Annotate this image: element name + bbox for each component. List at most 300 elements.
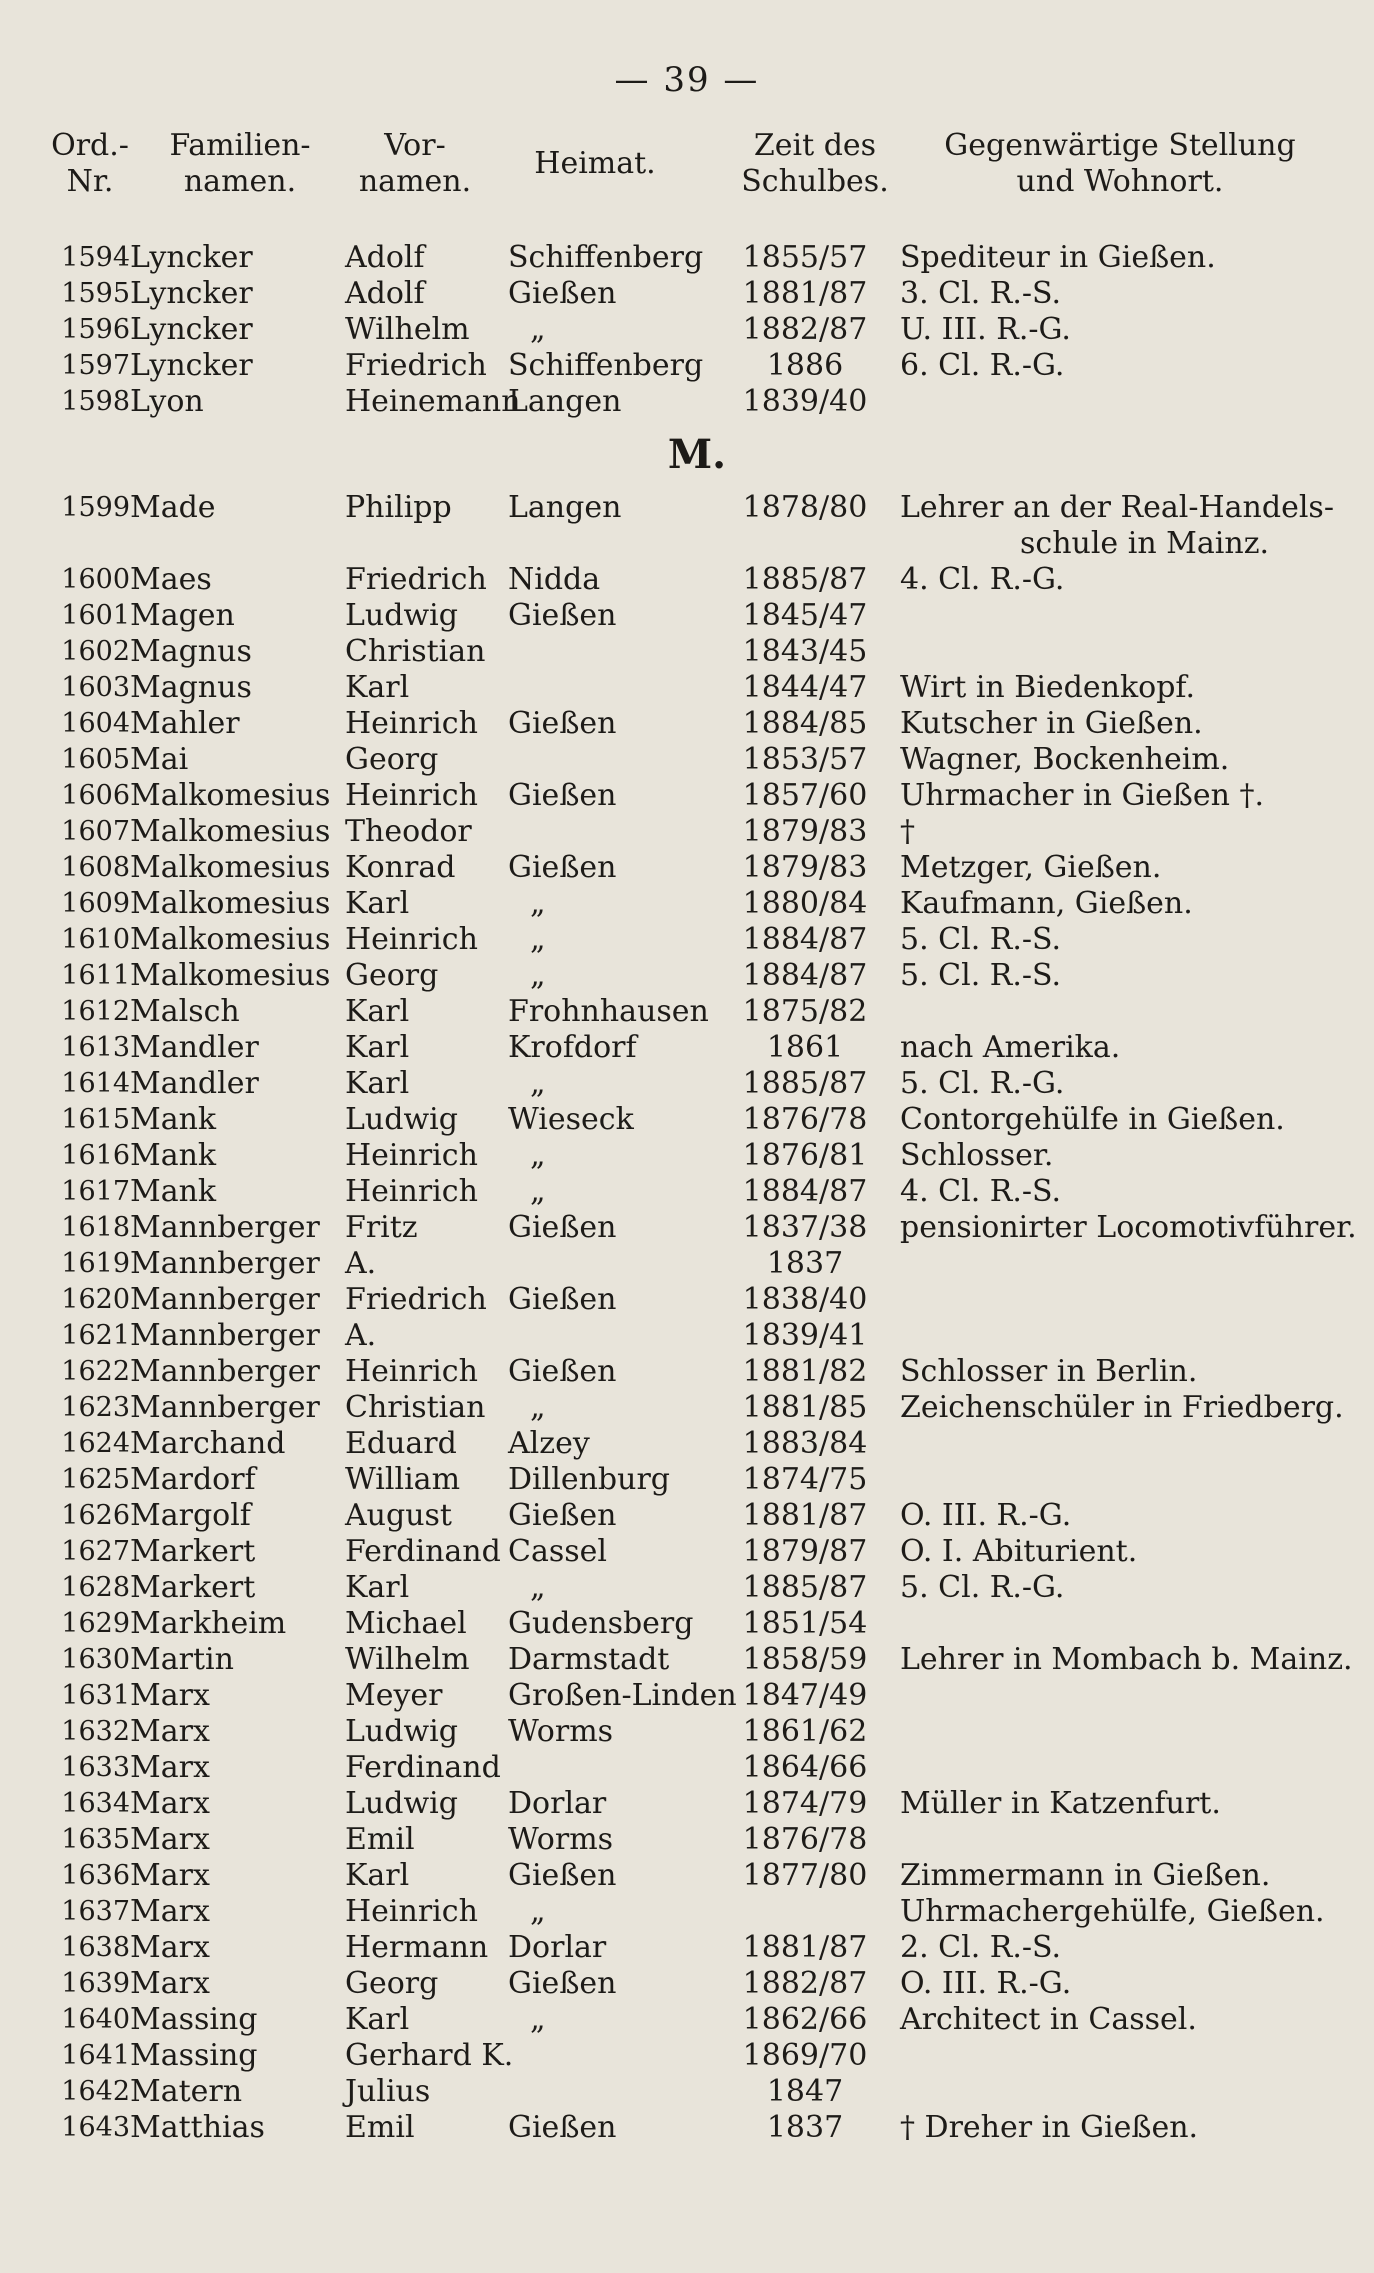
table-row: [0, 1318, 1374, 1354]
school-years: 1861: [766, 1030, 844, 1065]
current-position: Kaufmann, Gießen.: [900, 886, 1193, 921]
entry-number: 1596: [61, 314, 130, 345]
family-name: Margolf: [130, 1498, 251, 1533]
header-zeit-line1: Zeit des: [753, 128, 877, 163]
current-position: O. I. Abiturient.: [900, 1534, 1138, 1569]
home-town: Gießen: [508, 2110, 617, 2145]
family-name: Mai: [130, 742, 189, 777]
section-letter-m: M.: [667, 431, 727, 478]
first-name: Heinrich: [345, 922, 478, 957]
table-row: [0, 2110, 1374, 2146]
home-town: Krofdorf: [508, 1030, 637, 1065]
current-position: Kutscher in Gießen.: [900, 706, 1203, 741]
first-name: Wilhelm: [345, 1642, 470, 1677]
home-town: Worms: [508, 1822, 614, 1857]
table-row: [0, 742, 1374, 778]
family-name: Malsch: [130, 994, 240, 1029]
family-name: Mannberger: [130, 1318, 320, 1353]
current-position: 2. Cl. R.-S.: [900, 1930, 1062, 1965]
home-town: Nidda: [508, 562, 601, 597]
family-name: Mannberger: [130, 1210, 320, 1245]
first-name: Karl: [345, 1570, 410, 1605]
table-row: [0, 1246, 1374, 1282]
family-name: Markert: [130, 1570, 256, 1605]
home-town: Gießen: [508, 1354, 617, 1389]
home-town: Darmstadt: [508, 1642, 670, 1677]
header-vor-line2: namen.: [358, 164, 472, 199]
current-position: 5. Cl. R.-G.: [900, 1066, 1065, 1101]
table-row: [0, 2002, 1374, 2038]
entry-number: 1624: [61, 1428, 130, 1459]
entry-number: 1626: [61, 1500, 130, 1531]
first-name: Karl: [345, 1858, 410, 1893]
family-name: Lyncker: [130, 312, 253, 347]
entry-number: 1601: [61, 600, 130, 631]
family-name: Mannberger: [130, 1282, 320, 1317]
entry-number: 1628: [61, 1572, 130, 1603]
table-row: [0, 1102, 1374, 1138]
table-row: [0, 1030, 1374, 1066]
home-town: Dorlar: [508, 1930, 607, 1965]
position-line2: schule in Mainz.: [1020, 526, 1270, 561]
header-nr-line2: Nr.: [66, 164, 114, 199]
school-years: 1879/83: [742, 850, 868, 885]
entry-number: 1604: [61, 708, 130, 739]
current-position: Metzger, Gießen.: [900, 850, 1162, 885]
school-years: 1864/66: [742, 1750, 868, 1785]
school-years: 1884/85: [742, 706, 868, 741]
school-years: 1885/87: [742, 1066, 868, 1101]
home-town: Gießen: [508, 1858, 617, 1893]
school-years: 1886: [766, 348, 844, 383]
entry-number: 1594: [61, 242, 130, 273]
family-name: Mank: [130, 1138, 217, 1173]
school-years: 1857/60: [742, 778, 868, 813]
entry-number: 1643: [61, 2112, 130, 2143]
school-years: 1885/87: [742, 1570, 868, 1605]
home-town: Langen: [508, 384, 622, 419]
home-town: Dillenburg: [508, 1462, 670, 1497]
family-name: Malkomesius: [130, 814, 331, 849]
entry-number: 1621: [61, 1320, 130, 1351]
school-years: 1875/82: [742, 994, 868, 1029]
table-row: [0, 1822, 1374, 1858]
current-position: pensionirter Locomotivführer.: [900, 1210, 1357, 1245]
family-name: Lyncker: [130, 240, 253, 275]
family-name: Lyncker: [130, 348, 253, 383]
entry-number: 1603: [61, 672, 130, 703]
home-town: Frohnhausen: [508, 994, 709, 1029]
first-name: A.: [345, 1246, 377, 1281]
table-row: [0, 240, 1374, 276]
entry-number: 1599: [61, 492, 130, 523]
home-town: „: [530, 1138, 546, 1173]
first-name: Heinemann: [345, 384, 521, 419]
family-name: Mahler: [130, 706, 240, 741]
first-name: Hermann: [345, 1930, 489, 1965]
home-town: Worms: [508, 1714, 614, 1749]
first-name: Konrad: [345, 850, 456, 885]
family-name: Magnus: [130, 634, 252, 669]
entry-number: 1618: [61, 1212, 130, 1243]
first-name: Friedrich: [345, 1282, 487, 1317]
table-row: [0, 814, 1374, 850]
first-name: Ludwig: [345, 598, 458, 633]
home-town: Dorlar: [508, 1786, 607, 1821]
table-row: [0, 1174, 1374, 1210]
school-years: 1879/87: [742, 1534, 868, 1569]
current-position: nach Amerika.: [900, 1030, 1121, 1065]
header-zeit: [730, 128, 900, 200]
table-row: [0, 1750, 1374, 1786]
entry-number: 1617: [61, 1176, 130, 1207]
table-row: [0, 1534, 1374, 1570]
family-name: Malkomesius: [130, 778, 331, 813]
current-position: Spediteur in Gießen.: [900, 240, 1216, 275]
first-name: Theodor: [345, 814, 472, 849]
first-name: A.: [345, 1318, 377, 1353]
table-row: [0, 778, 1374, 814]
entry-number: 1620: [61, 1284, 130, 1315]
entry-number: 1610: [61, 924, 130, 955]
family-name: Lyncker: [130, 276, 253, 311]
entry-number: 1632: [61, 1716, 130, 1747]
current-position: Schlosser in Berlin.: [900, 1354, 1198, 1389]
home-town: „: [530, 312, 546, 347]
school-years: 1879/83: [742, 814, 868, 849]
school-years: 1880/84: [742, 886, 868, 921]
header-heimat-line1: Heimat.: [534, 146, 656, 181]
school-years: 1881/82: [742, 1354, 868, 1389]
school-years: 1874/79: [742, 1786, 868, 1821]
entry-number: 1598: [61, 386, 130, 417]
current-position: † Dreher in Gießen.: [900, 2110, 1199, 2145]
table-row: [0, 1138, 1374, 1174]
entry-number: 1623: [61, 1392, 130, 1423]
school-years: 1881/87: [742, 1930, 868, 1965]
first-name: Philipp: [345, 490, 452, 525]
current-position: Zimmermann in Gießen.: [900, 1858, 1271, 1893]
first-name: Heinrich: [345, 1138, 478, 1173]
home-town: „: [530, 1066, 546, 1101]
first-name: Ferdinand: [345, 1750, 501, 1785]
table-row: [0, 1642, 1374, 1678]
table-row: [0, 886, 1374, 922]
header-zeit-line2: Schulbes.: [741, 164, 889, 199]
current-position: 4. Cl. R.-G.: [900, 562, 1065, 597]
home-town: Gießen: [508, 1210, 617, 1245]
current-position: Contorgehülfe in Gießen.: [900, 1102, 1285, 1137]
family-name: Malkomesius: [130, 850, 331, 885]
family-name: Marx: [130, 1822, 210, 1857]
family-name: Lyon: [130, 384, 204, 419]
family-name: Marx: [130, 1930, 210, 1965]
table-row: [0, 850, 1374, 886]
table-row: [0, 312, 1374, 348]
family-name: Malkomesius: [130, 922, 331, 957]
school-years: 1885/87: [742, 562, 868, 597]
first-name: Ludwig: [345, 1714, 458, 1749]
header-familiennamen: [150, 128, 330, 200]
school-years: 1851/54: [742, 1606, 868, 1641]
family-name: Marx: [130, 1750, 210, 1785]
current-position: 6. Cl. R.-G.: [900, 348, 1065, 383]
table-row: [0, 670, 1374, 706]
table-row: [0, 1390, 1374, 1426]
entry-number: 1634: [61, 1788, 130, 1819]
entry-number: 1631: [61, 1680, 130, 1711]
family-name: Mank: [130, 1102, 217, 1137]
first-name: Karl: [345, 1030, 410, 1065]
school-years: 1869/70: [742, 2038, 868, 2073]
home-town: Gießen: [508, 850, 617, 885]
family-name: Massing: [130, 2002, 258, 2037]
table-row: [0, 1678, 1374, 1714]
table-row: [0, 1606, 1374, 1642]
current-position: U. III. R.-G.: [900, 312, 1071, 347]
school-years: 1881/85: [742, 1390, 868, 1425]
first-name: Meyer: [345, 1678, 443, 1713]
school-years: 1884/87: [742, 1174, 868, 1209]
first-name: Heinrich: [345, 706, 478, 741]
family-name: Mannberger: [130, 1390, 320, 1425]
header-fam-line2: namen.: [183, 164, 297, 199]
family-name: Markheim: [130, 1606, 287, 1641]
family-name: Mardorf: [130, 1462, 256, 1497]
entry-number: 1639: [61, 1968, 130, 1999]
family-name: Marx: [130, 1714, 210, 1749]
family-name: Martin: [130, 1642, 234, 1677]
school-years: 1845/47: [742, 598, 868, 633]
home-town: Schiffenberg: [508, 348, 704, 383]
family-name: Malkomesius: [130, 886, 331, 921]
family-name: Maes: [130, 562, 212, 597]
home-town: Alzey: [508, 1426, 590, 1461]
home-town: „: [530, 1174, 546, 1209]
first-name: August: [345, 1498, 452, 1533]
current-position: Wirt in Biedenkopf.: [900, 670, 1195, 705]
home-town: „: [530, 1894, 546, 1929]
entry-number: 1633: [61, 1752, 130, 1783]
entry-number: 1638: [61, 1932, 130, 1963]
first-name: Georg: [345, 958, 439, 993]
school-years: 1839/41: [742, 1318, 868, 1353]
school-years: 1882/87: [742, 1966, 868, 2001]
school-years: 1861/62: [742, 1714, 868, 1749]
first-name: Ludwig: [345, 1786, 458, 1821]
header-stellung-line2: und Wohnort.: [1016, 164, 1224, 199]
family-name: Markert: [130, 1534, 256, 1569]
school-years: 1862/66: [742, 2002, 868, 2037]
entry-number: 1608: [61, 852, 130, 883]
first-name: Gerhard K.: [345, 2038, 514, 2073]
entry-number: 1630: [61, 1644, 130, 1675]
page-number: — 39 —: [614, 60, 760, 100]
current-position: 5. Cl. R.-S.: [900, 922, 1062, 957]
first-name: Karl: [345, 670, 410, 705]
header-nr: [40, 128, 140, 200]
school-years: 1837: [766, 1246, 844, 1281]
header-stellung: [920, 128, 1320, 200]
family-name: Matern: [130, 2074, 243, 2109]
first-name: Heinrich: [345, 778, 478, 813]
family-name: Mank: [130, 1174, 217, 1209]
first-name: Michael: [345, 1606, 467, 1641]
table-row: [0, 994, 1374, 1030]
entry-number: 1595: [61, 278, 130, 309]
section-m-rows: [0, 490, 1374, 2146]
header-vornamen: [340, 128, 490, 200]
entry-number: 1642: [61, 2076, 130, 2107]
table-row: [0, 1966, 1374, 2002]
table-row: [0, 1282, 1374, 1318]
school-years: 1877/80: [742, 1858, 868, 1893]
first-name: Ferdinand: [345, 1534, 501, 1569]
school-years: 1882/87: [742, 312, 868, 347]
first-name: Heinrich: [345, 1174, 478, 1209]
entry-number: 1615: [61, 1104, 130, 1135]
entry-number: 1606: [61, 780, 130, 811]
home-town: Gudensberg: [508, 1606, 694, 1641]
entry-number: 1619: [61, 1248, 130, 1279]
first-name: Karl: [345, 2002, 410, 2037]
first-name: Christian: [345, 634, 486, 669]
family-name: Malkomesius: [130, 958, 331, 993]
first-name: Friedrich: [345, 562, 487, 597]
first-name: Julius: [345, 2074, 431, 2109]
family-name: Marx: [130, 1894, 210, 1929]
table-row: [0, 2038, 1374, 2074]
current-position: Uhrmachergehülfe, Gießen.: [900, 1894, 1325, 1929]
home-town: Gießen: [508, 1966, 617, 2001]
family-name: Made: [130, 490, 216, 525]
current-position: 5. Cl. R.-G.: [900, 1570, 1065, 1605]
table-row: [0, 706, 1374, 742]
first-name: Emil: [345, 2110, 415, 2145]
header-vor-line1: Vor-: [384, 128, 446, 163]
entry-number: 1616: [61, 1140, 130, 1171]
school-years: 1844/47: [742, 670, 868, 705]
home-town: Gießen: [508, 1498, 617, 1533]
school-years: 1881/87: [742, 276, 868, 311]
school-years: 1847: [766, 2074, 844, 2109]
home-town: „: [530, 1570, 546, 1605]
header-fam-line1: Familien-: [169, 128, 311, 163]
current-position: O. III. R.-G.: [900, 1498, 1072, 1533]
current-position: Wagner, Bockenheim.: [900, 742, 1230, 777]
school-years: 1876/78: [742, 1822, 868, 1857]
home-town: Gießen: [508, 276, 617, 311]
home-town: „: [530, 958, 546, 993]
school-years: 1874/75: [742, 1462, 868, 1497]
school-years: 1855/57: [742, 240, 868, 275]
family-name: Mandler: [130, 1066, 259, 1101]
first-name: Karl: [345, 1066, 410, 1101]
family-name: Marx: [130, 1858, 210, 1893]
entry-number: 1612: [61, 996, 130, 1027]
entry-number: 1613: [61, 1032, 130, 1063]
table-row: [0, 1786, 1374, 1822]
home-town: Langen: [508, 490, 622, 525]
entry-number: 1625: [61, 1464, 130, 1495]
table-row: [0, 1066, 1374, 1102]
first-name: Karl: [345, 886, 410, 921]
first-name: Ludwig: [345, 1102, 458, 1137]
table-row: [0, 276, 1374, 312]
header-heimat: [520, 146, 670, 182]
table-row: [0, 348, 1374, 384]
register-table: [0, 240, 1374, 2146]
school-years: 1884/87: [742, 922, 868, 957]
school-years: 1838/40: [742, 1282, 868, 1317]
entry-number: 1600: [61, 564, 130, 595]
home-town: Gießen: [508, 1282, 617, 1317]
header-nr-line1: Ord.-: [51, 128, 129, 163]
current-position: Architect in Cassel.: [900, 2002, 1197, 2037]
school-years: 1839/40: [742, 384, 868, 419]
family-name: Magnus: [130, 670, 252, 705]
table-row: [0, 922, 1374, 958]
first-name: Christian: [345, 1390, 486, 1425]
school-years: 1843/45: [742, 634, 868, 669]
home-town: Schiffenberg: [508, 240, 704, 275]
entry-number: 1637: [61, 1896, 130, 1927]
table-row: [0, 1462, 1374, 1498]
entry-number: 1611: [61, 960, 130, 991]
first-name: Karl: [345, 994, 410, 1029]
table-row: [0, 1930, 1374, 1966]
entry-number: 1602: [61, 636, 130, 667]
table-row: [0, 1426, 1374, 1462]
table-row: [0, 958, 1374, 994]
entry-number: 1614: [61, 1068, 130, 1099]
current-position: 4. Cl. R.-S.: [900, 1174, 1062, 1209]
school-years: 1878/80: [742, 490, 868, 525]
school-years: 1847/49: [742, 1678, 868, 1713]
school-years: 1858/59: [742, 1642, 868, 1677]
family-name: Mannberger: [130, 1354, 320, 1389]
first-name: Friedrich: [345, 348, 487, 383]
current-position: †: [900, 814, 915, 849]
entry-number: 1640: [61, 2004, 130, 2035]
first-name: Wilhelm: [345, 312, 470, 347]
school-years: 1853/57: [742, 742, 868, 777]
table-row: [0, 634, 1374, 670]
family-name: Matthias: [130, 2110, 265, 2145]
table-row: [0, 384, 1374, 420]
current-position: O. III. R.-G.: [900, 1966, 1072, 2001]
current-position: [900, 490, 1334, 562]
current-position: 3. Cl. R.-S.: [900, 276, 1062, 311]
current-position: Lehrer in Mombach b. Mainz.: [900, 1642, 1353, 1677]
home-town: Gießen: [508, 706, 617, 741]
current-position: Müller in Katzenfurt.: [900, 1786, 1221, 1821]
entry-number: 1636: [61, 1860, 130, 1891]
home-town: „: [530, 2002, 546, 2037]
school-years: 1876/81: [742, 1138, 868, 1173]
entry-number: 1607: [61, 816, 130, 847]
first-name: Georg: [345, 742, 439, 777]
table-row: [0, 1570, 1374, 1606]
first-name: Emil: [345, 1822, 415, 1857]
first-name: Heinrich: [345, 1894, 478, 1929]
table-row: [0, 598, 1374, 634]
header-stellung-line1: Gegenwärtige Stellung: [944, 128, 1296, 163]
table-header: [0, 128, 1374, 208]
home-town: Gießen: [508, 598, 617, 633]
family-name: Mannberger: [130, 1246, 320, 1281]
family-name: Marx: [130, 1786, 210, 1821]
